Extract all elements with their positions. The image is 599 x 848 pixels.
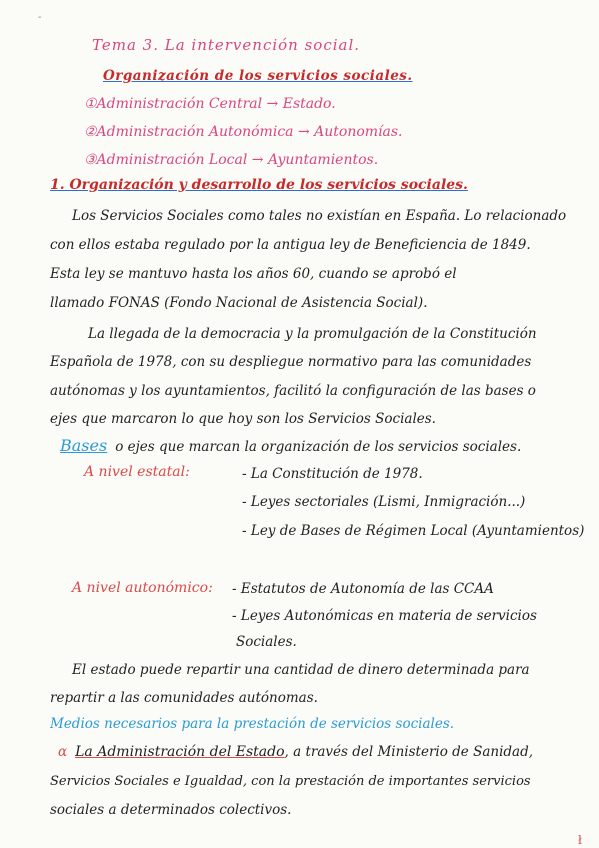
estatal-item: - Leyes sectoriales (Lismi, Inmigración...) bbox=[242, 494, 526, 510]
level-item-central: ①Administración Central → Estado. bbox=[84, 96, 336, 112]
section-heading: 1. Organización y desarrollo de los servicios sociales. bbox=[50, 177, 468, 193]
organization-subtitle: Organización de los servicios sociales. bbox=[103, 68, 413, 84]
bases-line bbox=[60, 436, 521, 455]
autonomico-item: - Estatutos de Autonomía de las CCAA bbox=[232, 581, 494, 597]
paragraph-line: El estado puede repartir una cantidad de dinero determinada para bbox=[72, 662, 530, 678]
autonomico-label: A nivel autonómico: bbox=[72, 580, 213, 596]
alpha-highlight: La Administración del Estado bbox=[75, 744, 285, 760]
estatal-label: A nivel estatal: bbox=[84, 464, 190, 480]
bases-rest: o ejes que marcan la organización de los servicios sociales. bbox=[115, 439, 522, 455]
paragraph-line: Servicios Sociales e Igualdad, con la prestación de importantes servicios bbox=[50, 774, 531, 789]
estatal-item: - La Constitución de 1978. bbox=[242, 466, 423, 482]
alpha-symbol: α bbox=[58, 744, 68, 760]
level-item-local: ③Administración Local → Ayuntamientos. bbox=[84, 152, 379, 168]
paragraph-line: con ellos estaba regulado por la antigua ley de Beneficiencia de 1849. bbox=[50, 237, 531, 253]
medios-heading: Medios necesarios para la prestación de servicios sociales. bbox=[50, 716, 455, 732]
alpha-line bbox=[58, 744, 533, 760]
corner-dash-mark: - bbox=[38, 12, 42, 23]
paragraph-line: Esta ley se mantuvo hasta los años 60, cuando se aprobó el bbox=[50, 266, 457, 282]
paragraph-line: Los Servicios Sociales como tales no existían en España. Lo relacionado bbox=[72, 208, 567, 224]
paragraph-line: La llegada de la democracia y la promulgación de la Constitución bbox=[88, 326, 537, 342]
page-corner-mark: ł bbox=[578, 833, 582, 847]
paragraph-line: llamado FONAS (Fondo Nacional de Asistencia Social). bbox=[50, 295, 428, 311]
page-title: Tema 3. La intervención social. bbox=[92, 36, 361, 54]
estatal-item: - Ley de Bases de Régimen Local (Ayuntamientos) bbox=[242, 523, 585, 539]
autonomico-item: - Leyes Autonómicas en materia de servicios bbox=[232, 608, 537, 624]
alpha-rest: , a través del Ministerio de Sanidad, bbox=[284, 744, 534, 760]
paragraph-line: Española de 1978, con su despliegue normativo para las comunidades bbox=[50, 354, 532, 370]
paragraph-line: repartir a las comunidades autónomas. bbox=[50, 690, 318, 706]
paragraph-line: ejes que marcaron lo que hoy son los Servicios Sociales. bbox=[50, 411, 436, 427]
level-item-autonomica: ②Administración Autonómica → Autonomías. bbox=[84, 124, 403, 140]
bases-word: Bases bbox=[60, 436, 108, 455]
paragraph-line: autónomas y los ayuntamientos, facilitó la configuración de las bases o bbox=[50, 383, 536, 399]
paragraph-line: sociales a determinados colectivos. bbox=[50, 802, 292, 818]
autonomico-item: Sociales. bbox=[236, 634, 297, 650]
